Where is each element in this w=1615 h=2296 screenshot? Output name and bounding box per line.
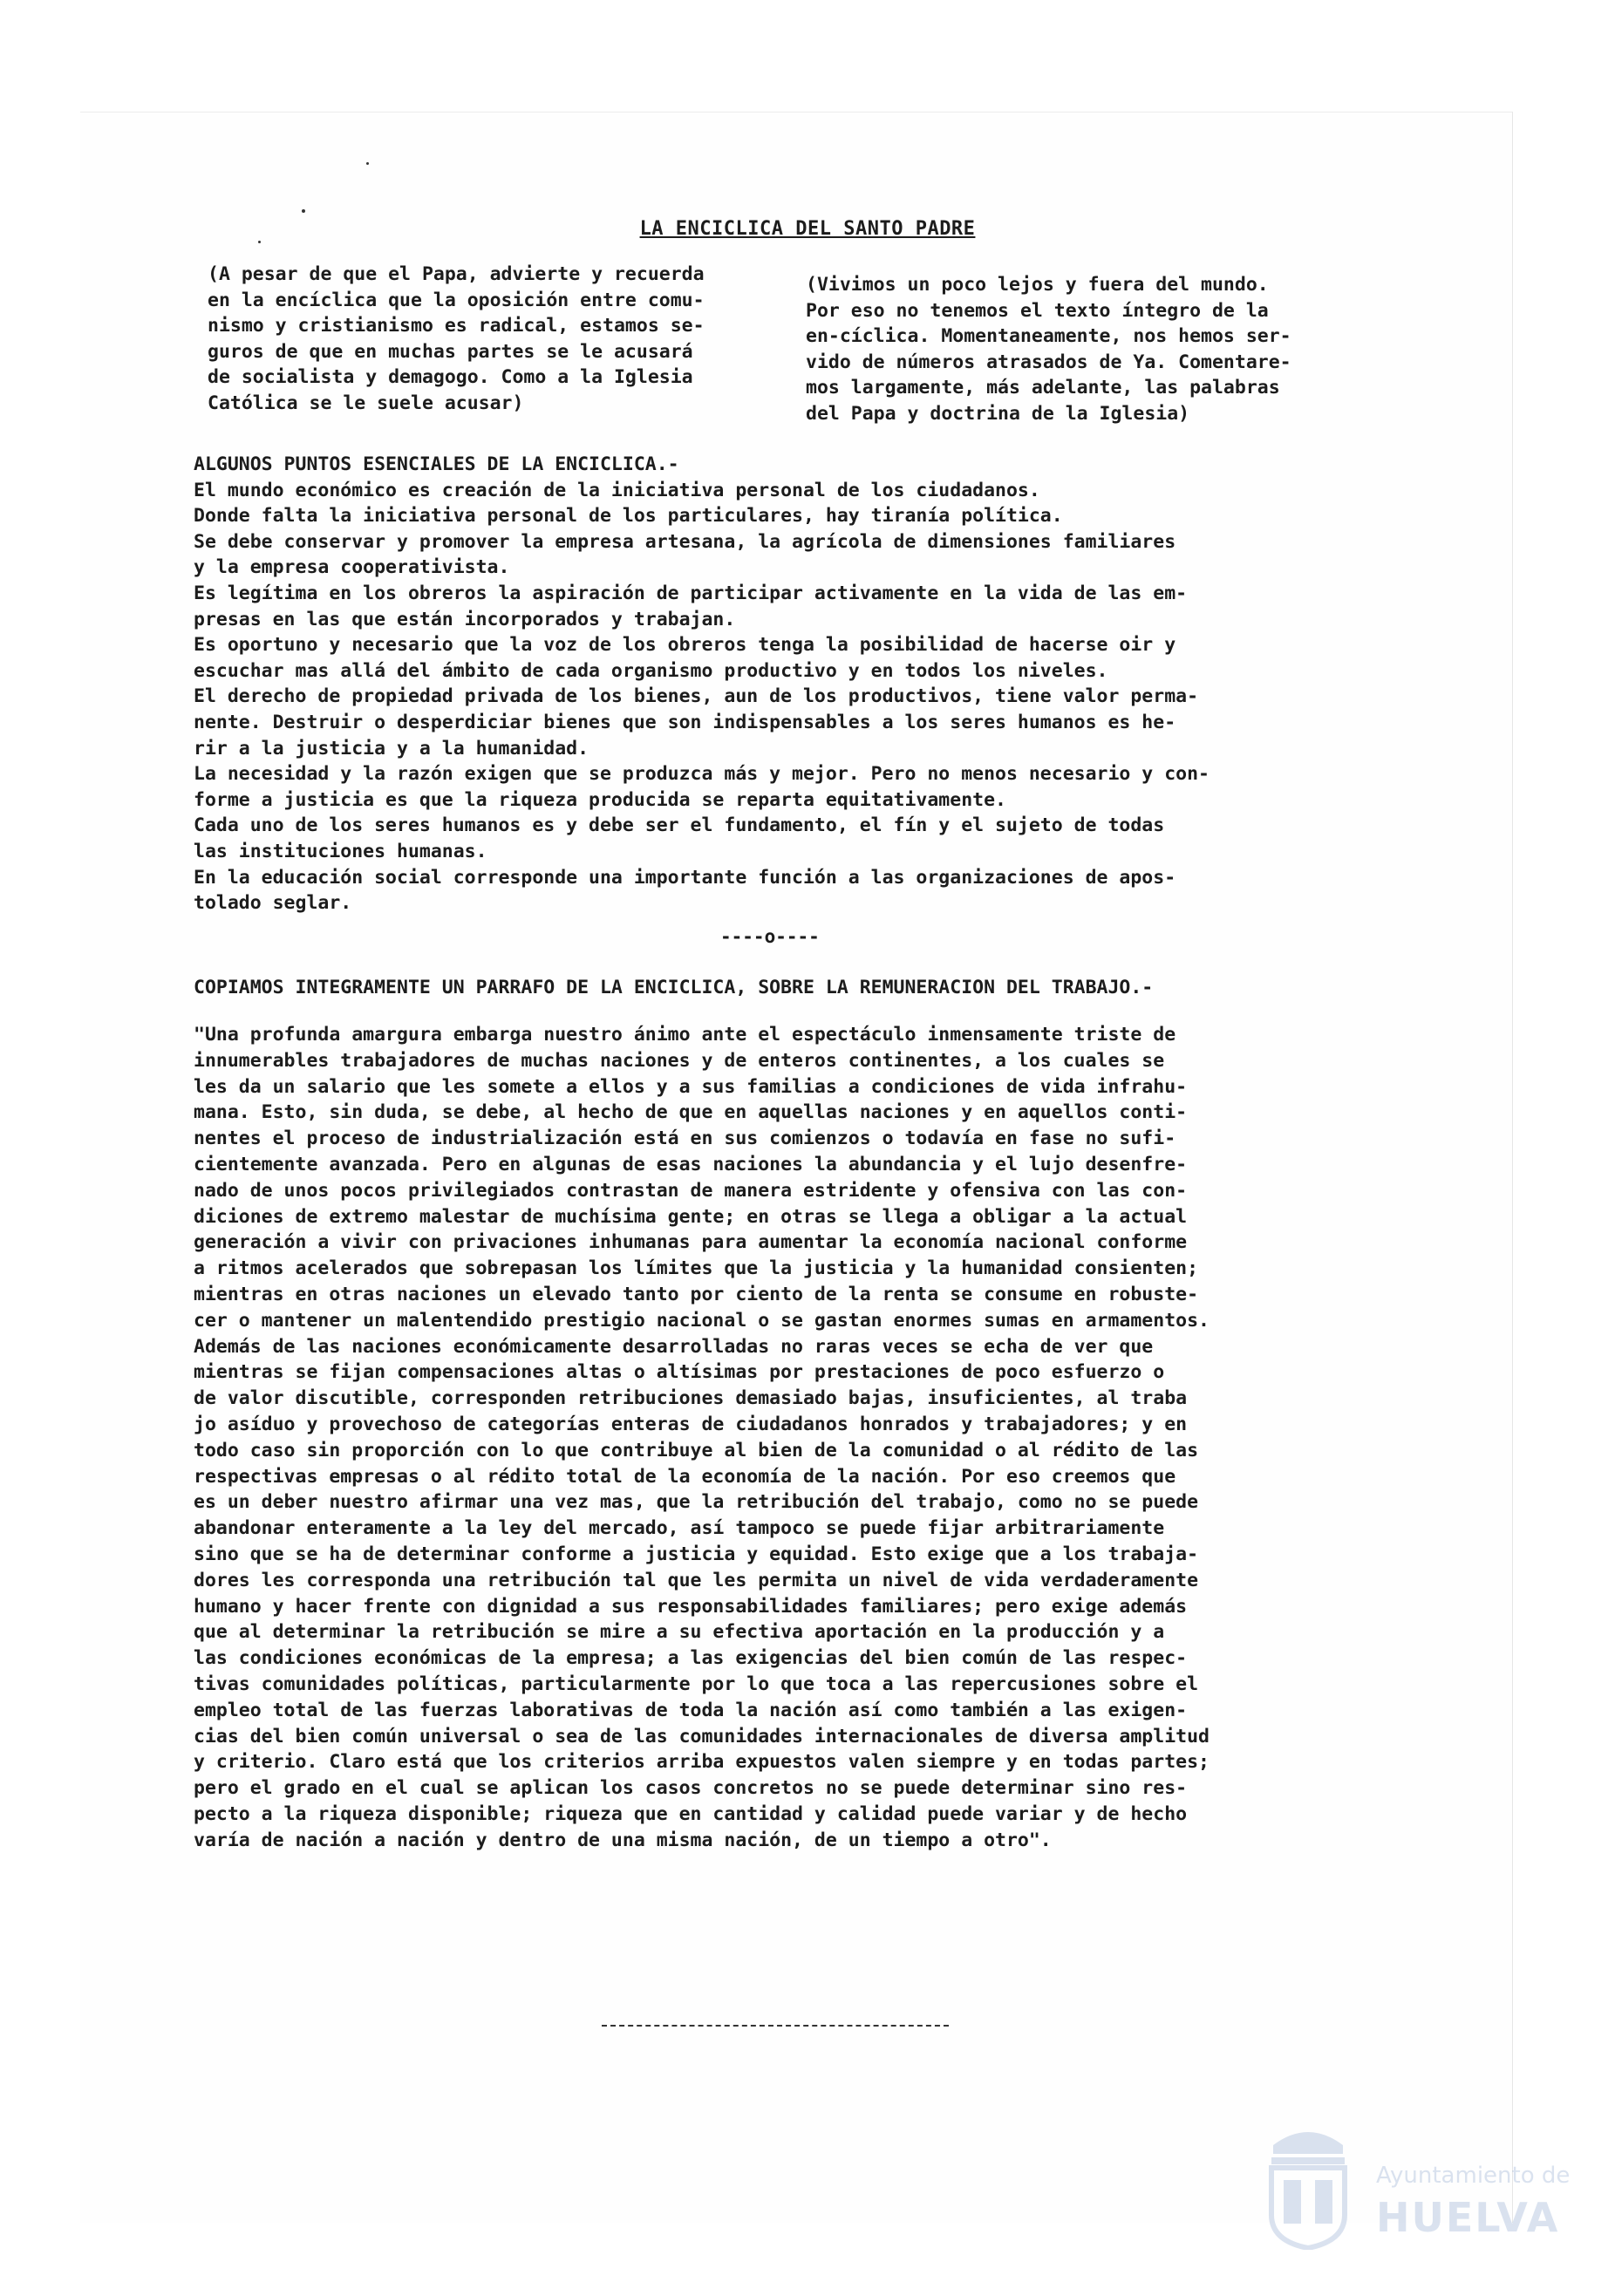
- encyclical-quote: "Una profunda amargura embarga nuestro ánimo ante el espectáculo inmensamente triste de innumerables trabajadores de muchas naciones y de enteros continentes, a los cuales se les da un salario que les somete a ellos y a sus familias a condiciones de vida infrahu- mana. Esto, sin duda, se debe, al hecho de que en aquellas naciones y en aquellos conti- nentes el proceso de industrialización está en sus comienzos o todavía en fase no sufi- cientemente avanzada. Pero en algunas de esas naciones la abundancia y el lujo desenfre- nado de unos pocos privilegiados contrastan de manera estridente y ofensiva con las con- diciones de extremo malestar de muchísima gente; en otras se llega a obligar a la actual generación a vivir con privaciones inhumanas para aumentar la economía nacional conforme a ritmos acelerados que sobrepasan los límites que la justicia y la humanidad consienten; mientras en otras naciones un elevado tanto por ciento de la renta se consume en robuste- cer o mantener un malentendido prestigio nacional o se gastan enormes sumas en armamentos. Además de las naciones económicamente desarrolladas no raras veces se echa de ver que mientras se fijan compensaciones altas o altísimas por prestaciones de poco esfuerzo o de valor discutible, corresponden retribuciones demasiado bajas, insuficientes, al traba jo asíduo y provechoso de categorías enteras de ciudadanos honrados y trabajadores; y en todo caso sin proporción con lo que contribuye al bien de la comunidad o al rédito de las respectivas empresas o al rédito total de la economía de la nación. Por eso creemos que es un deber nuestro afirmar una vez mas, que la retribución del trabajo, como no se puede abandonar enteramente a la ley del mercado, así tampoco se puede fijar arbitrariamente sino que se ha de determinar conforme a justicia y equidad. Esto exige que a los trabaja- dores les corresponda una retribución tal que les permita un nivel de vida verdaderamente humano y hacer frente con dignidad a sus responsabilidades familiares; pero exige además que al determinar la retribución se mire a su efectiva aportación en la producción y a las condiciones económicas de la empresa; a las exigencias del bien común de las respec- tivas comunidades políticas, particularmente por lo que toca a las repercusiones sobre el empleo total de las fuerzas laborativas de toda la nación así como también a las exigen- cias del bien común universal o sea de las comunidades internacionales de diversa amplitud y criterio. Claro está que los criterios arriba expuestos valen siempre y en todas partes; pero el grado en el cual se aplican los casos concretos no se puede determinar sino res- pecto a la riqueza disponible; riqueza que en cantidad y calidad puede variar y de hecho varía de nación a nación y dentro de una misma nación, de un tiempo a otro".: [194, 1024, 1210, 1851]
- speck: [302, 209, 305, 213]
- document-title: LA ENCICLICA DEL SANTO PADRE: [639, 218, 976, 240]
- section-separator: ----o----: [720, 926, 820, 947]
- intro-left-column: (A pesar de que el Papa, advierte y recuerda en la encíclica que la oposición entre comu- nismo y cristianismo es radical, estamos se- guros de que en muchas partes se le acusará de socialista y demagogo. Como a la Iglesia Católica se le suele acusar): [208, 263, 705, 414]
- speck: [258, 241, 261, 243]
- closing-rule: [602, 2025, 949, 2027]
- watermark-line-2: HUELVA: [1376, 2194, 1560, 2241]
- city-council-watermark: [1256, 2119, 1570, 2250]
- speck: [366, 162, 369, 165]
- section-heading: COPIAMOS INTEGRAMENTE UN PARRAFO DE LA ENCICLICA, SOBRE LA REMUNERACION DEL TRABAJO.-: [194, 977, 1154, 998]
- coat-of-arms-icon: [1256, 2119, 1360, 2250]
- essential-points: ALGUNOS PUNTOS ESENCIALES DE LA ENCICLICA.- El mundo económico es creación de la iniciativa personal de los ciudadanos. Donde falta la iniciativa personal de los particulares, hay tiranía política. Se debe conservar y promover la empresa artesana, la agrícola de dimensiones familiares y la empresa cooperativista. Es legítima en los obreros la aspiración de participar activamente en la vida de las em- presas en las que están incorporados y trabajan. Es oportuno y necesario que la voz de los obreros tenga la posibilidad de hacerse oir y escuchar mas allá del ámbito de cada organismo productivo y en todos los niveles. El derecho de propiedad privada de los bienes, aun de los productivos, tiene valor perma- nente. Destruir o desperdiciar bienes que son indispensables a los seres humanos es he- rir a la justicia y a la humanidad. La necesidad y la razón exigen que se produzca más y mejor. Pero no menos necesario y con- forme a justicia es que la riqueza producida se reparta equitativamente. Cada uno de los seres humanos es y debe ser el fundamento, el fín y el sujeto de todas las instituciones humanas. En la educación social corresponde una importante función a las organizaciones de apos- tolado seglar.: [194, 453, 1210, 915]
- intro-right-column: (Vivimos un poco lejos y fuera del mundo. Por eso no tenemos el texto íntegro de la en-cíclica. Momentaneamente, nos hemos ser- vido de números atrasados de Ya. Comentare- mos largamente, más adelante, las palabras del Papa y doctrina de la Iglesia): [806, 274, 1291, 425]
- watermark-line-1: Ayuntamiento de: [1376, 2163, 1571, 2189]
